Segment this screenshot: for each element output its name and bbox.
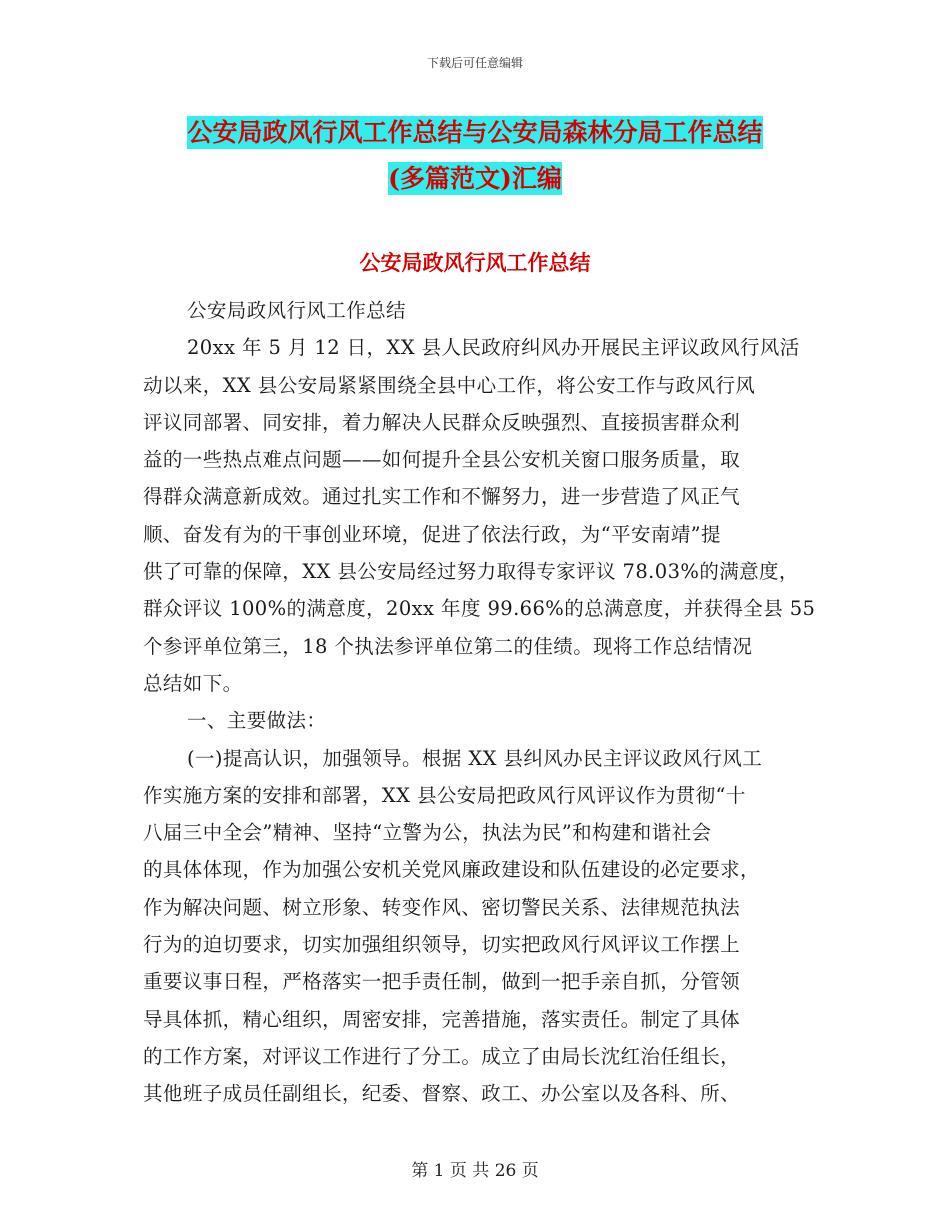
text-line: 的工作方案，对评议工作进行了分工。成立了由局长沈红治任组长， <box>143 1044 741 1068</box>
text-line: 公安局政风行风工作总结 <box>187 299 406 322</box>
header-note: 下载后可任意编辑 <box>426 56 523 70</box>
text-line: 供了可靠的保障，XX 县公安局经过努力取得专家评议 78.03%的满意度， <box>143 560 799 584</box>
text-line: 群众评议 100%的满意度，20xx 年度 99.66%的总满意度，并获得全县 55 <box>143 597 816 621</box>
text-line: 评议同部署、同安排，着力解决人民群众反映强烈、直接损害群众利 <box>143 410 741 434</box>
text-line: 作为解决问题、树立形象、转变作风、密切警民关系、法律规范执法 <box>143 895 741 919</box>
title-line-1: 公安局政风行风工作总结与公安局森林分局工作总结 <box>187 118 763 147</box>
text-line: 导具体抓，精心组织，周密安排，完善措施，落实责任。制定了具体 <box>143 1007 741 1031</box>
text-line: 一、主要做法： <box>187 709 327 733</box>
title-line-2: (多篇范文)汇编 <box>388 164 562 193</box>
text-line: 动以来，XX 县公安局紧紧围绕全县中心工作，将公安工作与政风行风 <box>143 373 756 397</box>
text-line: 重要议事日程，严格落实一把手责任制，做到一把手亲自抓，分管领 <box>143 970 741 994</box>
text-line: 个参评单位第三，18 个执法参评单位第二的佳绩。现将工作总结情况 <box>143 634 753 658</box>
text-line: 20xx 年 5 月 12 日，XX 县人民政府纠风办开展民主评议政风行风活 <box>187 336 800 360</box>
document-title <box>0 110 950 202</box>
body-text <box>143 292 816 1113</box>
text-line: 作实施方案的安排和部署，XX 县公安局把政风行风评议作为贯彻“十 <box>143 783 746 807</box>
section-title: 公安局政风行风工作总结 <box>359 250 591 275</box>
text-line: 总结如下。 <box>143 671 243 695</box>
text-line: 益的一些热点难点问题——如何提升全县公安机关窗口服务质量，取 <box>143 448 741 472</box>
text-line: 其他班子成员任副组长，纪委、督察、政工、办公室以及各科、所、 <box>143 1082 741 1106</box>
page-footer: 第 1 页 共 26 页 <box>411 1161 539 1181</box>
text-line: (一)提高认识，加强领导。根据 XX 县纠风办民主评议政风行风工 <box>187 746 763 770</box>
text-line: 行为的迫切要求，切实加强组织领导，切实把政风行风评议工作摆上 <box>143 933 741 957</box>
text-line: 八届三中全会”精神、坚持“立警为公，执法为民”和构建和谐社会 <box>143 821 712 845</box>
text-line: 的具体体现，作为加强公安机关党风廉政建设和队伍建设的必定要求， <box>143 858 760 882</box>
text-line: 得群众满意新成效。通过扎实工作和不懈努力，进一步营造了风正气 <box>143 485 741 509</box>
text-line: 顺、奋发有为的干事创业环境，促进了依法行政，为“平安南靖”提 <box>143 522 721 546</box>
